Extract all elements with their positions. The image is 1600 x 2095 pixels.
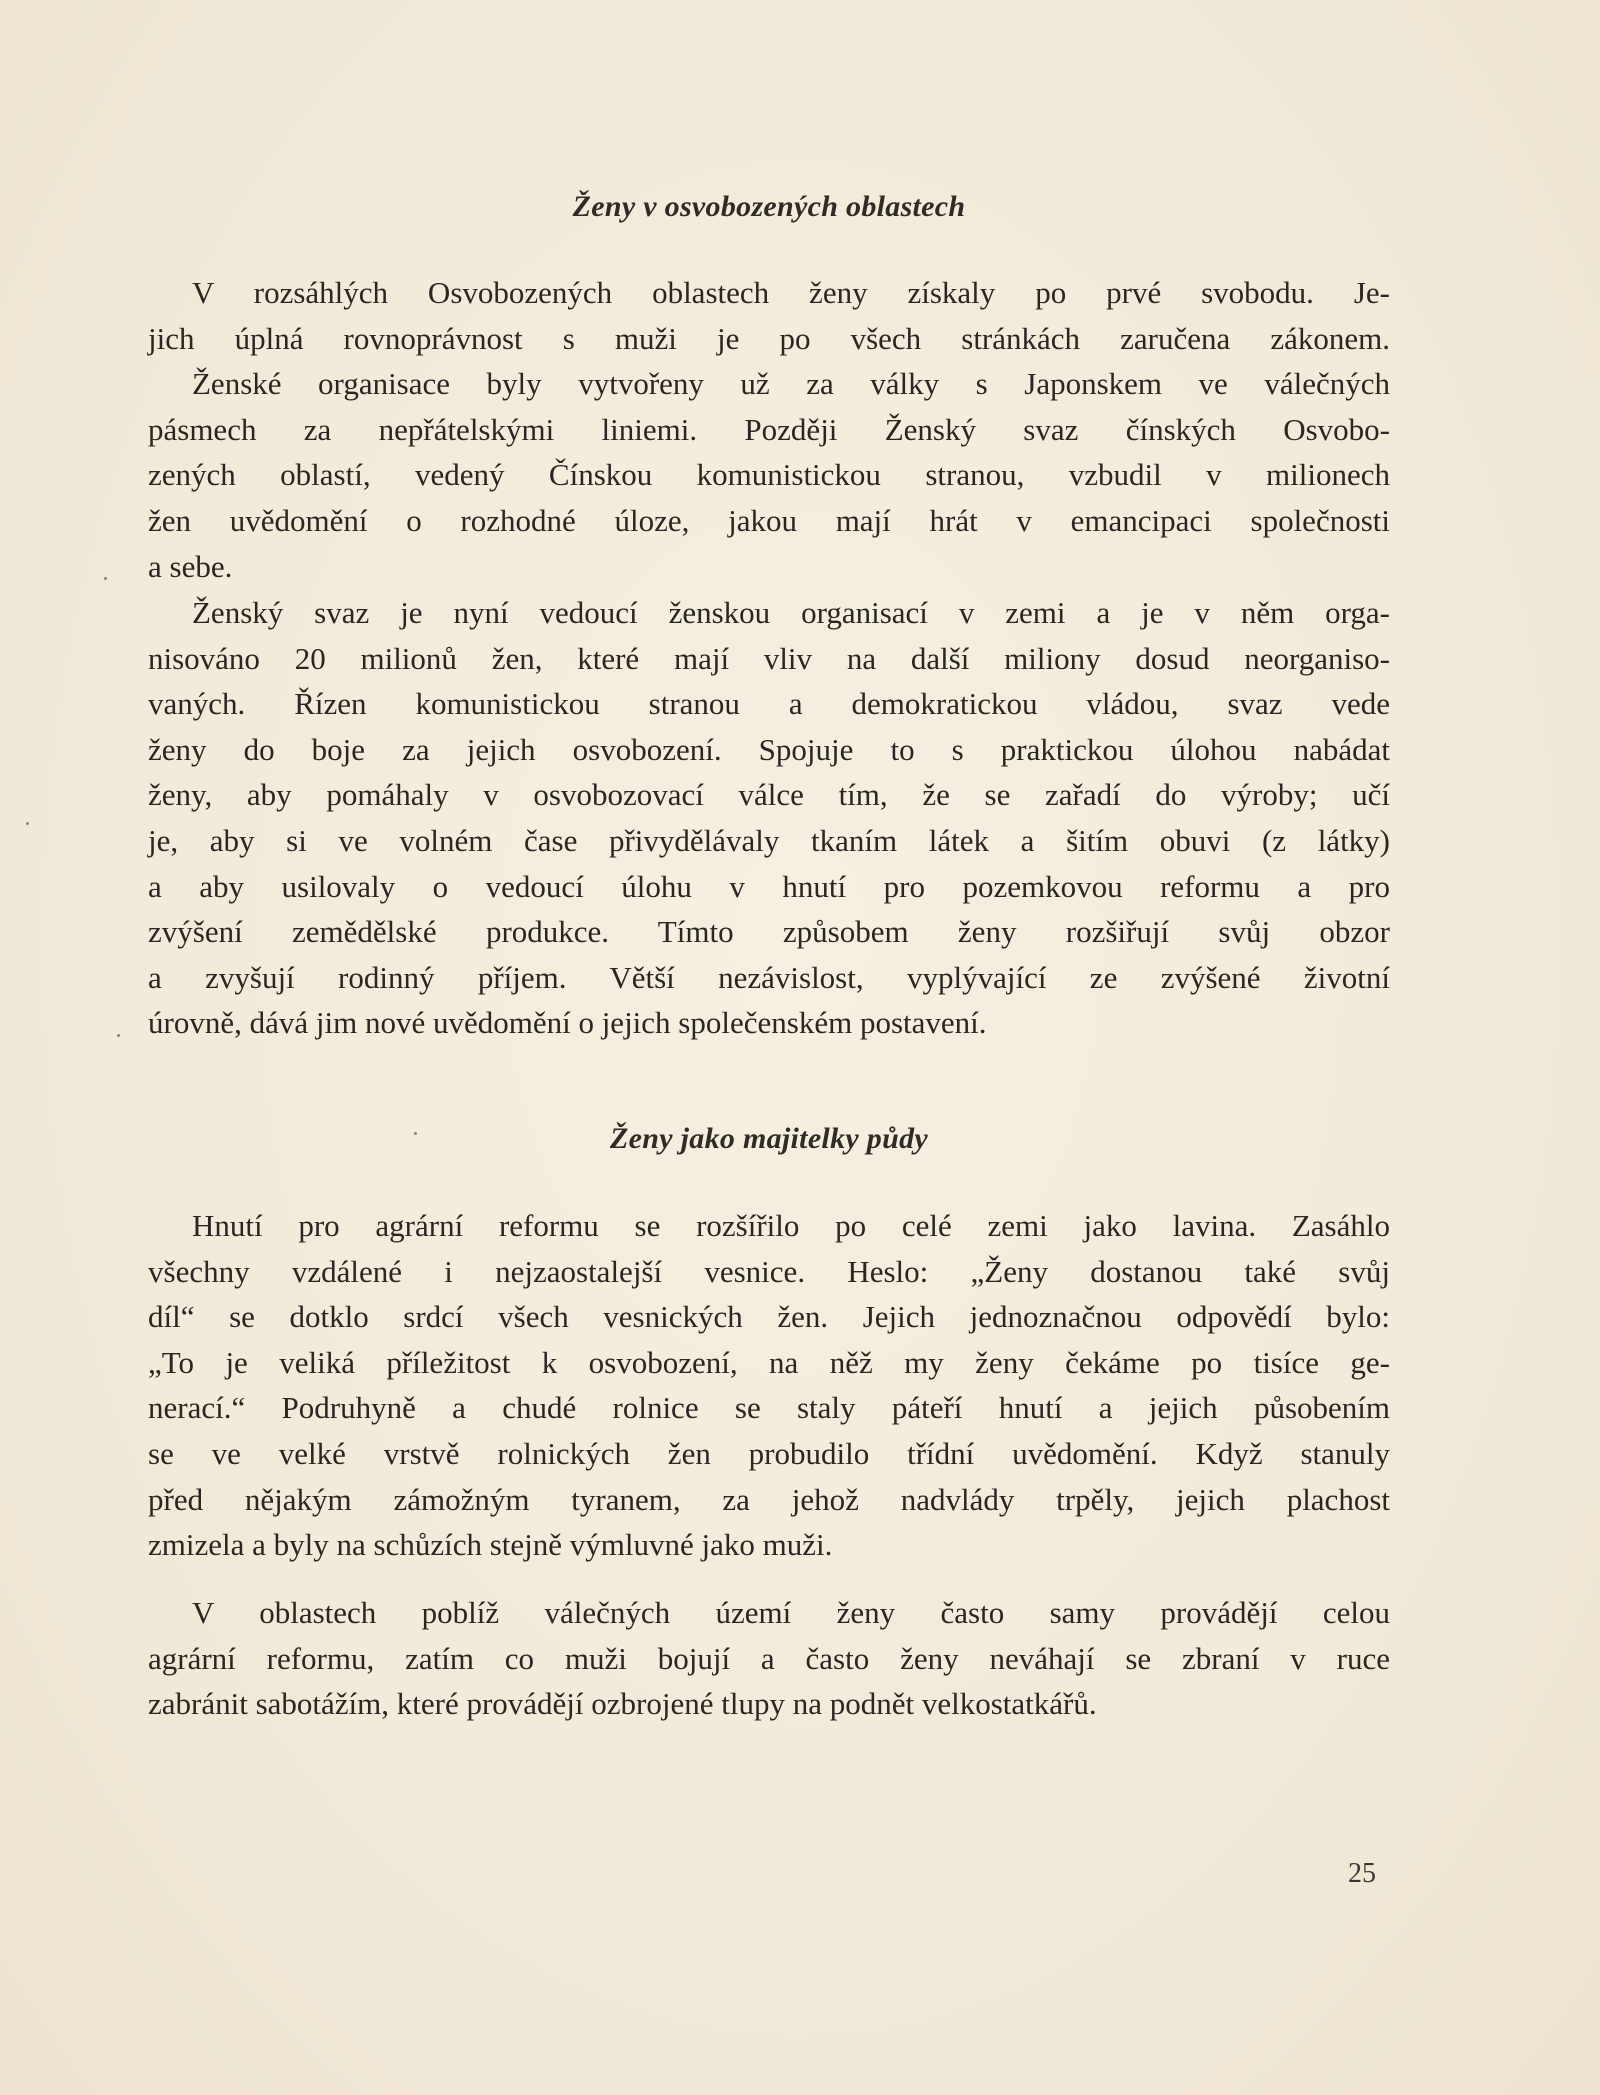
text-line: V oblastech poblíž válečných území ženy často samy provádějí celou xyxy=(192,1595,1390,1630)
text-line: Ženský svaz je nyní vedoucí ženskou organisací v zemi a je v něm orga- xyxy=(192,595,1390,630)
paper-speck xyxy=(104,577,107,580)
text-column xyxy=(148,0,1390,2095)
text-line: a sebe. xyxy=(148,548,233,584)
paragraph-3 xyxy=(148,1203,1390,1568)
page-number: 25 xyxy=(1348,1858,1376,1889)
text-line: se ve velké vrstvě rolnických žen probudilo třídní uvědomění. Když stanuly xyxy=(148,1435,1390,1471)
paper-speck xyxy=(26,822,29,825)
text-line: před nějakým zámožným tyranem, za jehož nadvlády trpěly, jejich plachost xyxy=(148,1481,1390,1517)
text-line: ženy, aby pomáhaly v osvobozovací válce tím, že se zařadí do výroby; učí xyxy=(148,777,1390,813)
text-line: vaných. Řízen komunistickou stranou a demokratickou vládou, svaz vede xyxy=(148,686,1390,722)
text-line: je, aby si ve volném čase přivydělávaly tkaním látek a šitím obuvi (z látky) xyxy=(148,822,1390,858)
text-line: nerací.“ Podruhyně a chudé rolnice se staly páteří hnutí a jejich působením xyxy=(148,1390,1390,1426)
text-line: úrovně, dává jim nové uvědomění o jejich společenském postavení. xyxy=(148,1005,987,1041)
paragraph-4 xyxy=(148,1590,1390,1727)
text-line: všechny vzdálené i nejzaostalejší vesnice. Heslo: „Ženy dostanou také svůj xyxy=(148,1253,1390,1289)
text-line: zabránit sabotážím, které provádějí ozbrojené tlupy na podnět velkostatkářů. xyxy=(148,1686,1097,1722)
text-line: díl“ se dotklo srdcí všech vesnických žen. Jejich jednoznačnou odpovědí bylo: xyxy=(148,1299,1390,1335)
paragraph-2 xyxy=(148,590,1390,1046)
text-line: pásmech za nepřátelskými liniemi. Později Ženský svaz čínských Osvobo- xyxy=(148,411,1390,447)
text-line: zvýšení zemědělské produkce. Tímto způsobem ženy rozšiřují svůj obzor xyxy=(148,914,1390,950)
text-line: jich úplná rovnoprávnost s muži je po všech stránkách zaručena zákonem. xyxy=(148,320,1390,356)
text-line: V rozsáhlých Osvobozených oblastech ženy získaly po prvé svobodu. Je- xyxy=(192,275,1390,310)
text-line: „To je veliká příležitost k osvobození, na něž my ženy čekáme po tisíce ge- xyxy=(148,1344,1390,1380)
text-line: žen uvědomění o rozhodné úloze, jakou mají hrát v emancipaci společnosti xyxy=(148,502,1390,538)
text-line: Ženské organisace byly vytvořeny už za války s Japonskem ve válečných xyxy=(192,366,1390,402)
section-heading-land-owners: Ženy jako majitelky půdy xyxy=(610,1122,928,1155)
text-line: a zvyšují rodinný příjem. Větší nezávislost, vyplývající ze zvýšené životní xyxy=(148,959,1390,995)
paragraph-1 xyxy=(148,270,1390,589)
text-line: zmizela a byly na schůzích stejně výmluvné jako muži. xyxy=(148,1527,833,1563)
text-line: zených oblastí, vedený Čínskou komunistickou stranou, vzbudil v milionech xyxy=(148,457,1390,493)
text-line: agrární reformu, zatím co muži bojují a často ženy neváhají se zbraní v ruce xyxy=(148,1640,1390,1676)
text-line: nisováno 20 milionů žen, které mají vliv na další miliony dosud neorganiso- xyxy=(148,640,1390,676)
paper-speck xyxy=(117,1034,120,1037)
section-heading-liberated-areas: Ženy v osvobozených oblastech xyxy=(572,190,966,223)
text-line: a aby usilovaly o vedoucí úlohu v hnutí pro pozemkovou reformu a pro xyxy=(148,868,1390,904)
text-line: Hnutí pro agrární reformu se rozšířilo po celé zemi jako lavina. Zasáhlo xyxy=(192,1208,1390,1243)
paper-speck xyxy=(414,1132,417,1135)
text-line: ženy do boje za jejich osvobození. Spojuje to s praktickou úlohou nabádat xyxy=(148,731,1390,767)
